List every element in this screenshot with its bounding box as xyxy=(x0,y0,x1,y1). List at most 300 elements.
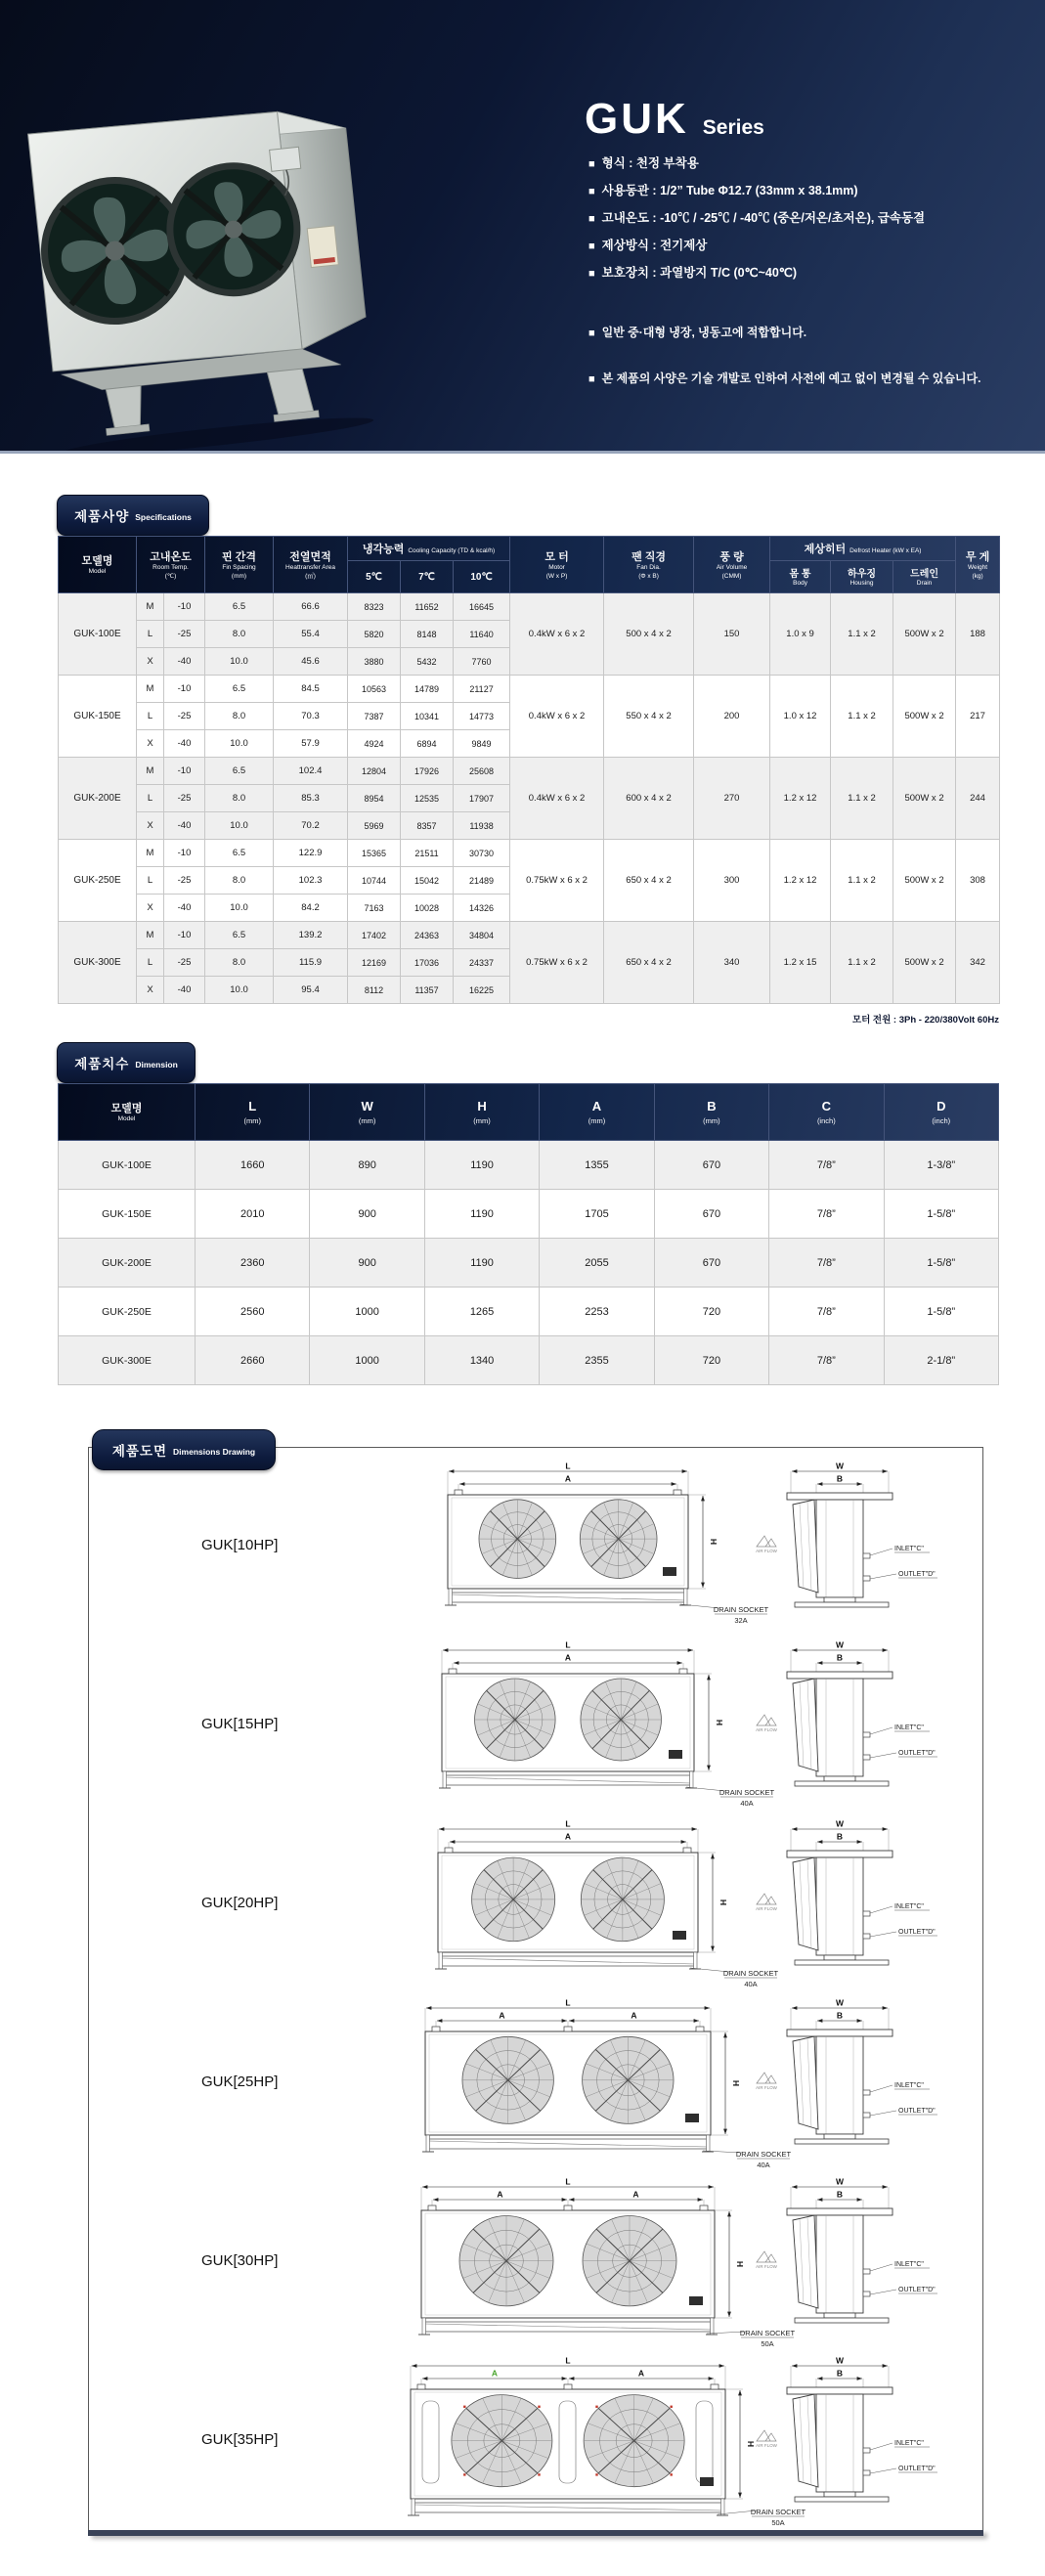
spec-heater-drain-cell: 500W x 2 xyxy=(893,840,956,922)
spec-temp-cell: -25 xyxy=(164,867,205,895)
bullet-square-icon: ■ xyxy=(588,158,595,170)
drain-socket-size: 40A xyxy=(744,1980,758,1988)
feature-bullet: ■ 고내온도 : -10℃ / -25℃ / -40℃ (중온/저온/초저온), 급속동결 xyxy=(588,211,926,225)
spec-capacity-5c-cell: 7163 xyxy=(348,895,401,922)
dim-value-cell: 1340 xyxy=(424,1336,539,1385)
svg-text:W: W xyxy=(835,1639,845,1650)
spec-capacity-7c-cell: 10341 xyxy=(401,703,454,730)
outlet-label: OUTLET"D" xyxy=(898,1929,936,1936)
spec-fin-cell: 8.0 xyxy=(205,785,274,812)
spec-temp-cell: -10 xyxy=(164,593,205,621)
spec-temp-cell: -10 xyxy=(164,758,205,785)
spec-capacity-7c-cell: 8357 xyxy=(401,812,454,840)
spec-row xyxy=(59,758,1000,785)
spec-grade-cell: M xyxy=(137,840,164,867)
spec-grade-cell: M xyxy=(137,593,164,621)
drawing-row xyxy=(89,2171,980,2350)
photo-thermostat xyxy=(270,147,301,171)
dim-value-cell: 670 xyxy=(654,1190,768,1239)
spec-area-cell: 55.4 xyxy=(274,621,348,648)
spec-temp-cell: -10 xyxy=(164,840,205,867)
dim-value-cell: 1355 xyxy=(540,1141,654,1190)
spec-temp-cell: -25 xyxy=(164,703,205,730)
spec-capacity-7c-cell: 24363 xyxy=(401,922,454,949)
spec-capacity-7c-cell: 11652 xyxy=(401,593,454,621)
spec-capacity-10c-cell: 14773 xyxy=(454,703,510,730)
col-l: L (mm) xyxy=(196,1084,310,1141)
product-photo xyxy=(0,35,420,451)
spec-fin-cell: 10.0 xyxy=(205,648,274,676)
dimension-row xyxy=(59,1288,999,1336)
spec-temp-cell: -25 xyxy=(164,949,205,977)
outlet-label: OUTLET"D" xyxy=(898,2287,936,2293)
spec-capacity-7c-cell: 8148 xyxy=(401,621,454,648)
dim-model-cell: GUK-250E xyxy=(59,1288,196,1336)
spec-temp-cell: -40 xyxy=(164,730,205,758)
col-model: 모델명 Model xyxy=(59,1084,196,1141)
svg-text:H: H xyxy=(731,2079,741,2087)
drawing-side-view xyxy=(756,1462,937,1608)
inlet-label: INLET"C" xyxy=(894,1903,924,1910)
bullet-square-icon: ■ xyxy=(588,240,595,252)
spec-fin-cell: 10.0 xyxy=(205,812,274,840)
drain-socket-label: DRAIN SOCKET xyxy=(722,1969,779,1978)
spec-fin-cell: 10.0 xyxy=(205,977,274,1004)
svg-text:H: H xyxy=(746,2440,756,2448)
col-defrost-housing: 하우징 Housing xyxy=(831,561,893,593)
dim-value-cell: 1660 xyxy=(196,1141,310,1190)
dim-value-cell: 7/8” xyxy=(769,1141,884,1190)
spec-fin-cell: 6.5 xyxy=(205,593,274,621)
svg-text:W: W xyxy=(835,1818,845,1829)
outlet-label: OUTLET"D" xyxy=(898,1571,936,1578)
dim-value-cell: 1-5/8” xyxy=(884,1190,998,1239)
drawing-row xyxy=(89,1456,980,1635)
spec-row xyxy=(59,840,1000,867)
feature-bullet-list xyxy=(588,153,925,290)
air-flow-icon xyxy=(757,1894,776,1904)
outlet-label: OUTLET"D" xyxy=(898,2108,936,2115)
spec-capacity-10c-cell: 24337 xyxy=(454,949,510,977)
col-motor: 모 터 Motor (W x P) xyxy=(510,537,604,593)
dimension-row xyxy=(59,1239,999,1288)
spec-temp-cell: -40 xyxy=(164,977,205,1004)
drawing-model-label: GUK[20HP] xyxy=(201,1895,279,1911)
spec-area-cell: 57.9 xyxy=(274,730,348,758)
dim-value-cell: 2010 xyxy=(196,1190,310,1239)
svg-text:H: H xyxy=(718,1899,728,1906)
spec-temp-cell: -40 xyxy=(164,895,205,922)
spec-capacity-5c-cell: 17402 xyxy=(348,922,401,949)
spec-grade-cell: X xyxy=(137,812,164,840)
inlet-label: INLET"C" xyxy=(894,2261,924,2268)
spec-capacity-10c-cell: 9849 xyxy=(454,730,510,758)
spec-capacity-5c-cell: 12169 xyxy=(348,949,401,977)
drawing-side-view xyxy=(756,1998,937,2145)
dim-value-cell: 670 xyxy=(654,1141,768,1190)
spec-capacity-10c-cell: 11938 xyxy=(454,812,510,840)
feature-bullet: ■ 사용동관 : 1/2” Tube Φ12.7 (33mm x 38.1mm) xyxy=(588,184,858,197)
svg-text:B: B xyxy=(836,2010,844,2021)
spec-fin-cell: 10.0 xyxy=(205,730,274,758)
drawing-side-view xyxy=(756,2177,937,2324)
svg-text:A: A xyxy=(491,2368,499,2379)
svg-text:B: B xyxy=(836,2368,844,2379)
spec-motor-cell: 0.4kW x 6 x 2 xyxy=(510,758,604,840)
air-flow-label: AIR FLOW xyxy=(756,2264,777,2269)
col-5c: 5℃ xyxy=(348,561,401,593)
drawing-front-view xyxy=(445,1462,769,1626)
spec-heater-housing-cell: 1.1 x 2 xyxy=(831,758,893,840)
spec-capacity-7c-cell: 21511 xyxy=(401,840,454,867)
dimension-table xyxy=(58,1083,999,1385)
drawings-panel-bottom-bar xyxy=(88,2530,983,2536)
dim-value-cell: 1-5/8” xyxy=(884,1239,998,1288)
spec-capacity-10c-cell: 34804 xyxy=(454,922,510,949)
drain-socket-size: 40A xyxy=(740,1799,754,1808)
air-flow-label: AIR FLOW xyxy=(756,1906,777,1911)
drain-socket-size: 50A xyxy=(771,2518,785,2527)
spec-model-cell: GUK-100E xyxy=(59,593,137,676)
dimension-row xyxy=(59,1336,999,1385)
col-10c: 10℃ xyxy=(454,561,510,593)
spec-area-cell: 102.4 xyxy=(274,758,348,785)
dim-value-cell: 1-5/8” xyxy=(884,1288,998,1336)
inlet-label: INLET"C" xyxy=(894,2082,924,2089)
dim-model-cell: GUK-300E xyxy=(59,1336,196,1385)
spec-area-cell: 85.3 xyxy=(274,785,348,812)
dimension-drawing xyxy=(89,1992,980,2171)
outlet-label: OUTLET"D" xyxy=(898,1750,936,1757)
col-defrost-body: 몸 통 Body xyxy=(770,561,831,593)
drawing-model-label: GUK[35HP] xyxy=(201,2431,279,2448)
spec-weight-cell: 244 xyxy=(956,758,1000,840)
spec-capacity-5c-cell: 15365 xyxy=(348,840,401,867)
spec-fin-cell: 8.0 xyxy=(205,621,274,648)
col-c: C (inch) xyxy=(769,1084,884,1141)
spec-fan-dia-cell: 500 x 4 x 2 xyxy=(604,593,694,676)
spec-heater-drain-cell: 500W x 2 xyxy=(893,593,956,676)
spec-table xyxy=(58,536,1000,1004)
spec-capacity-10c-cell: 21489 xyxy=(454,867,510,895)
dim-value-cell: 7/8” xyxy=(769,1336,884,1385)
spec-tbody xyxy=(59,593,1000,1004)
spec-capacity-7c-cell: 15042 xyxy=(401,867,454,895)
spec-capacity-10c-cell: 11640 xyxy=(454,621,510,648)
spec-fin-cell: 6.5 xyxy=(205,676,274,703)
spec-area-cell: 84.2 xyxy=(274,895,348,922)
air-flow-icon xyxy=(757,1536,776,1547)
air-flow-label: AIR FLOW xyxy=(756,2443,777,2448)
spec-weight-cell: 217 xyxy=(956,676,1000,758)
bullet-square-icon: ■ xyxy=(588,268,595,280)
bullet-square-icon: ■ xyxy=(588,373,595,385)
spec-capacity-5c-cell: 4924 xyxy=(348,730,401,758)
spec-area-cell: 70.2 xyxy=(274,812,348,840)
spec-model-cell: GUK-250E xyxy=(59,840,137,922)
inlet-label: INLET"C" xyxy=(894,1725,924,1731)
dim-value-cell: 900 xyxy=(310,1190,424,1239)
spec-capacity-5c-cell: 5969 xyxy=(348,812,401,840)
spec-grade-cell: X xyxy=(137,730,164,758)
spec-capacity-7c-cell: 17036 xyxy=(401,949,454,977)
tab-dimension: 제품치수 Dimension xyxy=(57,1042,196,1083)
svg-text:B: B xyxy=(836,1473,844,1484)
drain-socket-label: DRAIN SOCKET xyxy=(735,2150,792,2159)
spec-area-cell: 122.9 xyxy=(274,840,348,867)
svg-text:A: A xyxy=(499,2010,505,2021)
dim-value-cell: 1000 xyxy=(310,1288,424,1336)
bullet-square-icon: ■ xyxy=(588,213,595,225)
spec-capacity-5c-cell: 5820 xyxy=(348,621,401,648)
drawing-model-label: GUK[30HP] xyxy=(201,2252,279,2269)
dim-value-cell: 1-3/8” xyxy=(884,1141,998,1190)
svg-text:B: B xyxy=(836,1652,844,1663)
spec-model-cell: GUK-300E xyxy=(59,922,137,1004)
spec-area-cell: 102.3 xyxy=(274,867,348,895)
spec-row xyxy=(59,593,1000,621)
spec-motor-cell: 0.75kW x 6 x 2 xyxy=(510,840,604,922)
dim-value-cell: 720 xyxy=(654,1288,768,1336)
svg-text:W: W xyxy=(835,2355,845,2366)
spec-area-cell: 66.6 xyxy=(274,593,348,621)
col-defrost-drain: 드레인 Drain xyxy=(893,561,956,593)
spec-capacity-10c-cell: 30730 xyxy=(454,840,510,867)
spec-capacity-7c-cell: 5432 xyxy=(401,648,454,676)
spec-capacity-10c-cell: 7760 xyxy=(454,648,510,676)
dim-value-cell: 890 xyxy=(310,1141,424,1190)
spec-heater-body-cell: 1.2 x 15 xyxy=(770,922,831,1004)
spec-capacity-10c-cell: 21127 xyxy=(454,676,510,703)
svg-text:A: A xyxy=(564,1473,572,1484)
svg-text:W: W xyxy=(835,1997,845,2008)
col-7c: 7℃ xyxy=(401,561,454,593)
air-flow-label: AIR FLOW xyxy=(756,2085,777,2090)
drawing-model-label: GUK[10HP] xyxy=(201,1537,279,1553)
col-model: 모델명 Model xyxy=(59,537,137,593)
spec-capacity-10c-cell: 14326 xyxy=(454,895,510,922)
air-flow-icon xyxy=(757,2073,776,2083)
dim-value-cell: 670 xyxy=(654,1239,768,1288)
dim-value-cell: 1190 xyxy=(424,1190,539,1239)
brand-name: GUK xyxy=(585,95,689,143)
brand-title xyxy=(585,95,764,143)
svg-text:B: B xyxy=(836,2189,844,2200)
svg-text:A: A xyxy=(564,1652,572,1663)
spec-temp-cell: -25 xyxy=(164,621,205,648)
spec-model-cell: GUK-200E xyxy=(59,758,137,840)
drawings-panel xyxy=(88,1447,983,2534)
dimension-row xyxy=(59,1141,999,1190)
dimension-drawing xyxy=(89,2171,980,2350)
dimension-drawing xyxy=(89,1635,980,1813)
spec-table-header xyxy=(59,537,1000,593)
dim-value-cell: 2253 xyxy=(540,1288,654,1336)
spec-grade-cell: L xyxy=(137,621,164,648)
spec-heater-housing-cell: 1.1 x 2 xyxy=(831,676,893,758)
svg-text:H: H xyxy=(709,1538,718,1546)
spec-area-cell: 84.5 xyxy=(274,676,348,703)
svg-text:A: A xyxy=(637,2368,645,2379)
spec-capacity-5c-cell: 10563 xyxy=(348,676,401,703)
spec-weight-cell: 308 xyxy=(956,840,1000,922)
spec-weight-cell: 342 xyxy=(956,922,1000,1004)
spec-capacity-7c-cell: 12535 xyxy=(401,785,454,812)
spec-fin-cell: 6.5 xyxy=(205,758,274,785)
dimension-drawing xyxy=(89,2350,980,2529)
spec-grade-cell: M xyxy=(137,758,164,785)
drawing-row xyxy=(89,1635,980,1813)
spec-temp-cell: -40 xyxy=(164,812,205,840)
note-item: ■ 본 제품의 사양은 기술 개발로 인하여 사전에 예고 없이 변경될 수 있습니다. xyxy=(588,371,981,385)
dim-value-cell: 7/8” xyxy=(769,1239,884,1288)
spec-fan-dia-cell: 600 x 4 x 2 xyxy=(604,758,694,840)
svg-text:L: L xyxy=(565,1997,571,2008)
spec-grade-cell: L xyxy=(137,785,164,812)
spec-grade-cell: L xyxy=(137,867,164,895)
tab-dimensions-drawing: 제품도면 Dimensions Drawing xyxy=(92,1429,276,1470)
spec-row xyxy=(59,676,1000,703)
dimension-row xyxy=(59,1190,999,1239)
dim-value-cell: 1190 xyxy=(424,1141,539,1190)
spec-temp-cell: -25 xyxy=(164,785,205,812)
spec-capacity-7c-cell: 10028 xyxy=(401,895,454,922)
svg-text:L: L xyxy=(565,1818,571,1829)
spec-capacity-5c-cell: 8954 xyxy=(348,785,401,812)
spec-capacity-7c-cell: 17926 xyxy=(401,758,454,785)
col-heat-area: 전열면적 Heattransfer Area (㎡) xyxy=(274,537,348,593)
spec-temp-cell: -40 xyxy=(164,648,205,676)
drawing-model-label: GUK[25HP] xyxy=(201,2074,279,2090)
spec-temp-cell: -10 xyxy=(164,676,205,703)
drawing-side-view xyxy=(756,1640,937,1787)
dim-value-cell: 720 xyxy=(654,1336,768,1385)
dim-value-cell: 2-1/8” xyxy=(884,1336,998,1385)
drawing-front-view xyxy=(435,1819,779,1989)
svg-text:B: B xyxy=(836,1831,844,1842)
spec-capacity-7c-cell: 14789 xyxy=(401,676,454,703)
spec-capacity-10c-cell: 25608 xyxy=(454,758,510,785)
svg-text:H: H xyxy=(715,1719,724,1726)
spec-capacity-5c-cell: 8112 xyxy=(348,977,401,1004)
col-fan-dia: 팬 직경 Fan Dia. (Φ x B) xyxy=(604,537,694,593)
spec-air-volume-cell: 300 xyxy=(694,840,770,922)
dim-value-cell: 1190 xyxy=(424,1239,539,1288)
bullet-square-icon: ■ xyxy=(588,186,595,197)
spec-motor-cell: 0.4kW x 6 x 2 xyxy=(510,676,604,758)
svg-text:W: W xyxy=(835,1461,845,1471)
spec-motor-cell: 0.75kW x 6 x 2 xyxy=(510,922,604,1004)
dim-value-cell: 7/8” xyxy=(769,1288,884,1336)
drain-socket-label: DRAIN SOCKET xyxy=(750,2508,806,2516)
spec-area-cell: 115.9 xyxy=(274,949,348,977)
inlet-label: INLET"C" xyxy=(894,1546,924,1552)
svg-text:H: H xyxy=(735,2260,745,2268)
spec-heater-body-cell: 1.2 x 12 xyxy=(770,840,831,922)
col-b: B (mm) xyxy=(654,1084,768,1141)
spec-heater-drain-cell: 500W x 2 xyxy=(893,758,956,840)
bullet-square-icon: ■ xyxy=(588,327,595,339)
drawing-front-view xyxy=(422,1998,792,2170)
dim-tbody xyxy=(59,1141,999,1385)
spec-area-cell: 45.6 xyxy=(274,648,348,676)
dim-model-cell: GUK-200E xyxy=(59,1239,196,1288)
spec-heater-housing-cell: 1.1 x 2 xyxy=(831,593,893,676)
col-fin-spacing: 핀 간격 Fin Spacing (mm) xyxy=(205,537,274,593)
svg-text:L: L xyxy=(565,1639,571,1650)
spec-heater-housing-cell: 1.1 x 2 xyxy=(831,922,893,1004)
air-flow-label: AIR FLOW xyxy=(756,1549,777,1553)
spec-grade-cell: X xyxy=(137,895,164,922)
spec-air-volume-cell: 150 xyxy=(694,593,770,676)
drawing-front-view xyxy=(408,2356,806,2528)
drain-socket-label: DRAIN SOCKET xyxy=(739,2329,796,2337)
drawing-model-label: GUK[15HP] xyxy=(201,1716,279,1732)
dim-value-cell: 1000 xyxy=(310,1336,424,1385)
feature-bullet: ■ 보호장치 : 과열방지 T/C (0℃~40℃) xyxy=(588,266,798,280)
inlet-label: INLET"C" xyxy=(894,2440,924,2447)
spec-temp-cell: -10 xyxy=(164,922,205,949)
spec-fin-cell: 6.5 xyxy=(205,840,274,867)
spec-model-cell: GUK-150E xyxy=(59,676,137,758)
drawing-front-view xyxy=(418,2177,796,2349)
col-air-volume: 풍 량 Air Volume (CMM) xyxy=(694,537,770,593)
spec-fin-cell: 8.0 xyxy=(205,867,274,895)
svg-text:L: L xyxy=(565,1461,571,1471)
spec-air-volume-cell: 270 xyxy=(694,758,770,840)
spec-fan-dia-cell: 550 x 4 x 2 xyxy=(604,676,694,758)
air-flow-icon xyxy=(757,2251,776,2262)
dimension-table-header xyxy=(59,1084,999,1141)
svg-text:L: L xyxy=(565,2176,571,2187)
outlet-label: OUTLET"D" xyxy=(898,2466,936,2472)
spec-heater-body-cell: 1.0 x 9 xyxy=(770,593,831,676)
drawing-front-view xyxy=(439,1640,775,1809)
spec-grade-cell: X xyxy=(137,977,164,1004)
spec-air-volume-cell: 200 xyxy=(694,676,770,758)
drawing-side-view xyxy=(756,2356,937,2503)
spec-fin-cell: 8.0 xyxy=(205,703,274,730)
col-weight: 무 게 Weight (kg) xyxy=(956,537,1000,593)
spec-fin-cell: 10.0 xyxy=(205,895,274,922)
dimension-drawing xyxy=(89,1813,980,1992)
spec-capacity-7c-cell: 11357 xyxy=(401,977,454,1004)
spec-area-cell: 95.4 xyxy=(274,977,348,1004)
tab-specifications: 제품사양 Specifications xyxy=(57,495,209,536)
spec-capacity-5c-cell: 3880 xyxy=(348,648,401,676)
spec-heater-drain-cell: 500W x 2 xyxy=(893,922,956,1004)
spec-row xyxy=(59,922,1000,949)
drawing-row xyxy=(89,1992,980,2171)
dim-value-cell: 2055 xyxy=(540,1239,654,1288)
col-d: D (inch) xyxy=(884,1084,998,1141)
svg-text:A: A xyxy=(497,2189,503,2200)
spec-capacity-7c-cell: 6894 xyxy=(401,730,454,758)
spec-capacity-5c-cell: 7387 xyxy=(348,703,401,730)
svg-text:A: A xyxy=(631,2010,637,2021)
svg-text:A: A xyxy=(632,2189,639,2200)
drain-socket-size: 50A xyxy=(761,2339,774,2348)
spec-capacity-5c-cell: 8323 xyxy=(348,593,401,621)
spec-air-volume-cell: 340 xyxy=(694,922,770,1004)
dim-model-cell: GUK-150E xyxy=(59,1190,196,1239)
spec-grade-cell: X xyxy=(137,648,164,676)
drain-socket-size: 32A xyxy=(734,1616,748,1625)
air-flow-icon xyxy=(757,2430,776,2441)
note-item: ■ 일반 중·대형 냉장, 냉동고에 적합합니다. xyxy=(588,326,807,339)
air-flow-label: AIR FLOW xyxy=(756,1727,777,1732)
dim-value-cell: 2660 xyxy=(196,1336,310,1385)
